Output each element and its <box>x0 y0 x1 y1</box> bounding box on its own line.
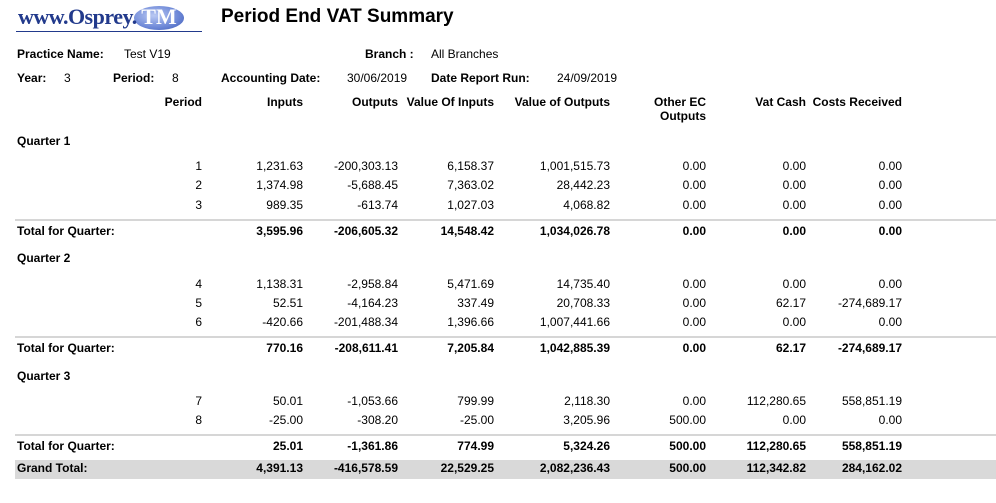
grand-total-vat-cash: 112,342.82 <box>746 461 806 475</box>
grand-total-inputs: 4,391.13 <box>256 461 303 475</box>
practice-name-label: Practice Name: <box>17 47 104 61</box>
costs-received-cell: -274,689.17 <box>837 296 902 310</box>
total-value-outputs: 1,042,885.39 <box>539 341 610 355</box>
inputs-cell: 50.01 <box>272 394 303 408</box>
col-costs-received: Costs Received <box>812 95 902 109</box>
col-inputs: Inputs <box>267 95 303 109</box>
total-value-inputs: 14,548.42 <box>440 224 494 238</box>
other-ec-cell: 0.00 <box>682 277 706 291</box>
vat-cash-cell: 0.00 <box>782 159 806 173</box>
practice-name-value: Test V19 <box>124 47 171 61</box>
vat-cash-cell: 112,280.65 <box>746 394 806 408</box>
total-outputs: -208,611.41 <box>334 341 398 355</box>
inputs-cell: -420.66 <box>262 315 303 329</box>
total-inputs: 3,595.96 <box>256 224 303 238</box>
total-outputs: -206,605.32 <box>333 224 398 238</box>
accounting-date-value: 30/06/2019 <box>347 71 408 85</box>
costs-received-cell: 0.00 <box>878 178 902 192</box>
year-value: 3 <box>64 71 71 85</box>
value-outputs-cell: 14,735.40 <box>556 277 610 291</box>
inputs-cell: 1,231.63 <box>256 159 303 173</box>
col-value-of-outputs: Value of Outputs <box>514 95 610 109</box>
value-inputs-cell: 799.99 <box>457 394 494 408</box>
inputs-cell: 1,138.31 <box>256 277 303 291</box>
period-cell: 1 <box>195 159 202 173</box>
report-title: Period End VAT Summary <box>221 6 454 27</box>
grand-total-label: Grand Total: <box>17 461 88 475</box>
grand-total-outputs: -416,578.59 <box>333 461 398 475</box>
outputs-cell: -308.20 <box>357 413 398 427</box>
total-label: Total for Quarter: <box>17 341 115 355</box>
total-vat-cash: 112,280.65 <box>746 439 806 453</box>
total-costs-received: -274,689.17 <box>837 341 902 355</box>
value-inputs-cell: 1,396.66 <box>447 315 494 329</box>
col-outputs: Outputs <box>352 95 398 109</box>
logo-text: www.Osprey. <box>18 4 137 29</box>
outputs-cell: -4,164.23 <box>347 296 398 310</box>
separator <box>15 434 996 436</box>
period-value: 8 <box>172 71 179 85</box>
grand-total-costs-received: 284,162.02 <box>841 461 902 475</box>
value-inputs-cell: -25.00 <box>459 413 494 427</box>
costs-received-cell: 0.00 <box>878 277 902 291</box>
costs-received-cell: 0.00 <box>878 315 902 329</box>
quarter-heading: Quarter 1 <box>17 134 71 148</box>
other-ec-cell: 0.00 <box>682 159 706 173</box>
column-header-row-2 <box>0 109 996 127</box>
inputs-cell: 52.51 <box>272 296 303 310</box>
total-other-ec: 500.00 <box>669 439 706 453</box>
outputs-cell: -1,053.66 <box>347 394 398 408</box>
period-cell: 5 <box>195 296 202 310</box>
costs-received-cell: 0.00 <box>878 159 902 173</box>
value-inputs-cell: 5,471.69 <box>447 277 494 291</box>
value-outputs-cell: 1,001,515.73 <box>539 159 610 173</box>
date-report-run-value: 24/09/2019 <box>557 71 618 85</box>
total-value-inputs: 7,205.84 <box>447 341 494 355</box>
value-outputs-cell: 2,118.30 <box>564 394 610 408</box>
quarter-heading: Quarter 3 <box>17 369 71 383</box>
total-value-outputs: 1,034,026.78 <box>539 224 610 238</box>
period-cell: 4 <box>195 277 202 291</box>
quarter-heading: Quarter 2 <box>17 251 71 265</box>
total-label: Total for Quarter: <box>17 224 115 238</box>
other-ec-cell: 0.00 <box>682 394 706 408</box>
total-inputs: 25.01 <box>272 439 303 453</box>
separator <box>15 219 996 221</box>
period-label: Period: <box>113 71 155 85</box>
total-other-ec: 0.00 <box>682 341 706 355</box>
total-vat-cash: 62.17 <box>775 341 806 355</box>
grand-total-other-ec: 500.00 <box>669 461 706 475</box>
total-label: Total for Quarter: <box>17 439 115 453</box>
table-row <box>0 394 996 412</box>
vat-cash-cell: 0.00 <box>782 178 806 192</box>
value-outputs-cell: 4,068.82 <box>563 198 610 212</box>
total-costs-received: 0.00 <box>878 224 902 238</box>
logo-tm: TM <box>141 4 177 29</box>
total-value-inputs: 774.99 <box>457 439 494 453</box>
costs-received-cell: 0.00 <box>878 413 902 427</box>
outputs-cell: -613.74 <box>357 198 398 212</box>
total-costs-received: 558,851.19 <box>841 439 902 453</box>
value-inputs-cell: 337.49 <box>457 296 494 310</box>
accounting-date-label: Accounting Date: <box>221 71 321 85</box>
costs-received-cell: 0.00 <box>878 198 902 212</box>
value-inputs-cell: 1,027.03 <box>447 198 494 212</box>
logo-underline <box>16 31 202 32</box>
col-other-ec-outputs: Outputs <box>660 109 706 123</box>
value-inputs-cell: 7,363.02 <box>447 178 494 192</box>
other-ec-cell: 0.00 <box>682 296 706 310</box>
col-value-of-inputs: Value Of Inputs <box>406 95 494 109</box>
branch-value: All Branches <box>431 47 499 61</box>
other-ec-cell: 0.00 <box>682 315 706 329</box>
value-outputs-cell: 28,442.23 <box>556 178 610 192</box>
outputs-cell: -5,688.45 <box>347 178 398 192</box>
total-value-outputs: 5,324.26 <box>563 439 610 453</box>
total-vat-cash: 0.00 <box>782 224 806 238</box>
col-other-ec: Other EC <box>653 95 706 109</box>
col-period: Period <box>164 95 202 109</box>
table-row <box>0 159 996 177</box>
value-outputs-cell: 20,708.33 <box>556 296 610 310</box>
quarter-total-row <box>0 341 996 359</box>
period-cell: 6 <box>195 315 202 329</box>
vat-cash-cell: 0.00 <box>782 413 806 427</box>
other-ec-cell: 500.00 <box>669 413 706 427</box>
outputs-cell: -201,488.34 <box>333 315 398 329</box>
value-outputs-cell: 3,205.96 <box>563 413 610 427</box>
grand-total-value-outputs: 2,082,236.43 <box>539 461 610 475</box>
grand-total-value-inputs: 22,529.25 <box>440 461 494 475</box>
vat-cash-cell: 62.17 <box>775 296 806 310</box>
vat-cash-cell: 0.00 <box>782 277 806 291</box>
year-label: Year: <box>17 71 47 85</box>
inputs-cell: 989.35 <box>266 198 303 212</box>
other-ec-cell: 0.00 <box>682 178 706 192</box>
total-outputs: -1,361.86 <box>347 439 398 453</box>
col-vat-cash: Vat Cash <box>755 95 806 109</box>
period-cell: 7 <box>195 394 202 408</box>
branch-label: Branch : <box>365 47 414 61</box>
inputs-cell: -25.00 <box>268 413 303 427</box>
period-cell: 3 <box>195 198 202 212</box>
inputs-cell: 1,374.98 <box>256 178 303 192</box>
quarter-total-row <box>0 224 996 242</box>
table-row <box>0 296 996 314</box>
vat-cash-cell: 0.00 <box>782 198 806 212</box>
date-report-run-label: Date Report Run: <box>431 71 530 85</box>
grand-total-row <box>0 461 996 479</box>
outputs-cell: -200,303.13 <box>333 159 398 173</box>
osprey-logo <box>16 4 202 34</box>
separator <box>15 336 996 338</box>
period-cell: 2 <box>195 178 202 192</box>
other-ec-cell: 0.00 <box>682 198 706 212</box>
outputs-cell: -2,958.84 <box>347 277 398 291</box>
value-outputs-cell: 1,007,441.66 <box>539 315 610 329</box>
table-row <box>0 198 996 216</box>
table-row <box>0 277 996 295</box>
table-row <box>0 178 996 196</box>
table-row <box>0 315 996 333</box>
quarter-total-row <box>0 439 996 457</box>
total-other-ec: 0.00 <box>682 224 706 238</box>
costs-received-cell: 558,851.19 <box>841 394 902 408</box>
value-inputs-cell: 6,158.37 <box>447 159 494 173</box>
table-row <box>0 413 996 431</box>
vat-cash-cell: 0.00 <box>782 315 806 329</box>
total-inputs: 770.16 <box>266 341 303 355</box>
period-cell: 8 <box>195 413 202 427</box>
